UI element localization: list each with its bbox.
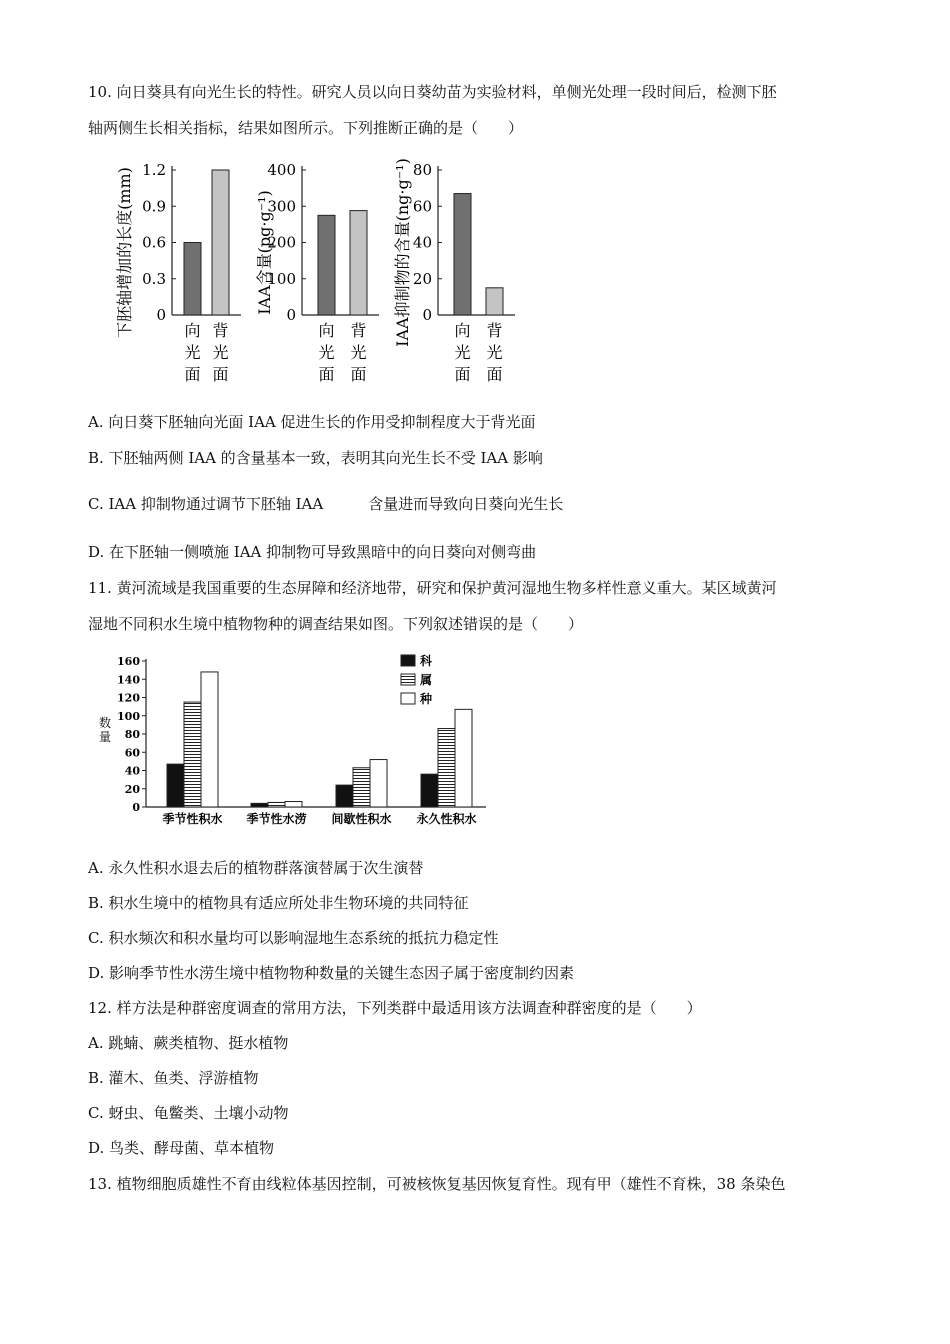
panel-1-tick-label: 0.3 — [142, 269, 166, 288]
q10-stem-line-1: 10. 向日葵具有向光生长的特性。研究人员以向日葵幼苗为实验材料，单侧光处理一段时间后，检测下胚 — [88, 83, 777, 101]
panel-1-category-2: 背光面 — [212, 321, 229, 384]
panel-2-category-1: 向光面 — [318, 321, 335, 384]
fig11-tick-label: 40 — [124, 764, 140, 778]
panel-2-tick-label: 200 — [267, 233, 296, 252]
panel-3-tick-label: 20 — [412, 269, 432, 288]
q12-stem-line-1: 12. 样方法是种群密度调查的常用方法，下列类群中最适用该方法调查种群密度的是（ ） — [88, 999, 702, 1017]
q10-option-b: B. 下胚轴两侧 IAA 的含量基本一致，表明其向光生长不受 IAA 影响 — [88, 449, 543, 467]
q11-figure — [88, 645, 498, 835]
fig11-bar-3-2 — [353, 768, 370, 807]
panel-1-tick-label: 0.9 — [142, 197, 166, 216]
fig11-legend-swatch-3 — [401, 693, 415, 704]
panel-3-bar-1 — [454, 194, 471, 315]
panel-3-category-2: 背光面 — [486, 321, 503, 384]
fig11-tick-label: 100 — [117, 709, 140, 723]
q13-stem-line-1: 13. 植物细胞质雄性不育由线粒体基因控制，可被核恢复基因恢复育性。现有甲（雄性不育株，38 条染色 — [88, 1175, 786, 1193]
fig11-bar-2-2 — [268, 802, 285, 807]
fig11-legend-label-3: 种 — [420, 692, 433, 706]
fig11-legend-label-1: 科 — [420, 654, 433, 668]
fig11-bar-1-1 — [167, 764, 184, 807]
q11-option-b: B. 积水生境中的植物具有适应所处非生物环境的共同特征 — [88, 894, 469, 912]
panel-3-category-1: 向光面 — [454, 321, 471, 384]
fig11-bar-1-3 — [201, 672, 218, 807]
fig11-category-1: 季节性积水 — [162, 812, 223, 826]
fig11-tick-label: 60 — [124, 746, 140, 760]
q11-option-a: A. 永久性积水退去后的植物群落演替属于次生演替 — [88, 859, 424, 877]
panel-2-ylabel: IAA含量(pg·g⁻¹) — [255, 190, 274, 315]
panel-2-tick-label: 400 — [267, 161, 296, 179]
panel-1-ylabel: 下胚轴增加的长度(mm) — [115, 167, 134, 338]
panel-1-bar-2 — [212, 170, 229, 315]
q10-option-a: A. 向日葵下胚轴向光面 IAA 促进生长的作用受抑制程度大于背光面 — [88, 413, 536, 431]
fig11-category-3: 间歇性积水 — [331, 812, 392, 826]
panel-1-category-1: 向光面 — [184, 321, 201, 384]
fig11-legend-label-2: 属 — [420, 673, 433, 687]
panel-3-tick-label: 60 — [412, 197, 432, 216]
fig11-tick-label: 120 — [117, 691, 140, 705]
fig11-tick-label: 160 — [117, 655, 140, 668]
fig11-tick-label: 20 — [124, 782, 140, 796]
fig11-legend-swatch-2 — [401, 674, 415, 685]
q10-figure — [108, 148, 528, 388]
fig11-bar-4-3 — [455, 709, 472, 807]
panel-3-bar-2 — [486, 288, 503, 315]
q10-option-c: C. IAA 抑制物通过调节下胚轴 IAA 含量进而导致向日葵向光生长 — [88, 495, 564, 513]
fig11-tick-label: 80 — [124, 728, 140, 741]
q11-stem-line-1: 11. 黄河流域是我国重要的生态屏障和经济地带，研究和保护黄河湿地生物多样性意义重大。某区域黄河 — [88, 579, 777, 597]
panel-3-tick-label: 40 — [412, 233, 432, 252]
fig11-bar-3-3 — [370, 760, 387, 807]
panel-1-tick-label: 1.2 — [142, 161, 166, 179]
panel-2-tick-label: 300 — [267, 197, 296, 216]
panel-2-category-2: 背光面 — [350, 321, 367, 384]
panel-3-tick-label: 0 — [422, 306, 432, 324]
q12-option-d: D. 鸟类、酵母菌、草本植物 — [88, 1139, 275, 1157]
panel-2-bar-1 — [318, 215, 335, 315]
q12-option-c: C. 蚜虫、龟鳖类、土壤小动物 — [88, 1104, 289, 1122]
fig11-bar-3-1 — [336, 785, 353, 807]
fig11-bar-2-3 — [285, 802, 302, 807]
panel-3-tick-label: 80 — [412, 161, 432, 179]
fig11-category-4: 永久性积水 — [416, 812, 477, 826]
fig11-category-2: 季节性水涝 — [246, 812, 307, 826]
panel-2-tick-label: 0 — [286, 306, 296, 324]
q12-option-b: B. 灌木、鱼类、浮游植物 — [88, 1069, 259, 1087]
panel-2-tick-label: 100 — [267, 269, 296, 288]
q12-option-a: A. 跳蝻、蕨类植物、挺水植物 — [88, 1034, 289, 1052]
fig11-tick-label: 140 — [117, 673, 140, 687]
fig11-bar-4-2 — [438, 729, 455, 807]
fig11-bar-1-2 — [184, 702, 201, 807]
fig11-ylabel: 数量 — [98, 716, 112, 744]
panel-2-bar-2 — [350, 211, 367, 315]
panel-1-tick-label: 0 — [156, 306, 166, 324]
panel-3-ylabel: IAA抑制物的含量(ng·g⁻¹) — [393, 158, 412, 347]
q10-option-d: D. 在下胚轴一侧喷施 IAA 抑制物可导致黑暗中的向日葵向对侧弯曲 — [88, 543, 537, 561]
q11-option-c: C. 积水频次和积水量均可以影响湿地生态系统的抵抗力稳定性 — [88, 929, 499, 947]
fig11-legend-swatch-1 — [401, 655, 415, 666]
q11-stem-line-2: 湿地不同积水生境中植物物种的调查结果如图。下列叙述错误的是（ ） — [88, 615, 584, 633]
panel-1-tick-label: 0.6 — [142, 233, 166, 252]
fig11-bar-2-1 — [251, 803, 268, 807]
fig11-bar-4-1 — [421, 774, 438, 807]
fig11-tick-label: 0 — [132, 801, 140, 814]
panel-1-bar-1 — [184, 243, 201, 316]
q11-option-d: D. 影响季节性水涝生境中植物物种数量的关键生态因子属于密度制约因素 — [88, 964, 575, 982]
q10-stem-line-2: 轴两侧生长相关指标，结果如图所示。下列推断正确的是（ ） — [88, 119, 524, 137]
